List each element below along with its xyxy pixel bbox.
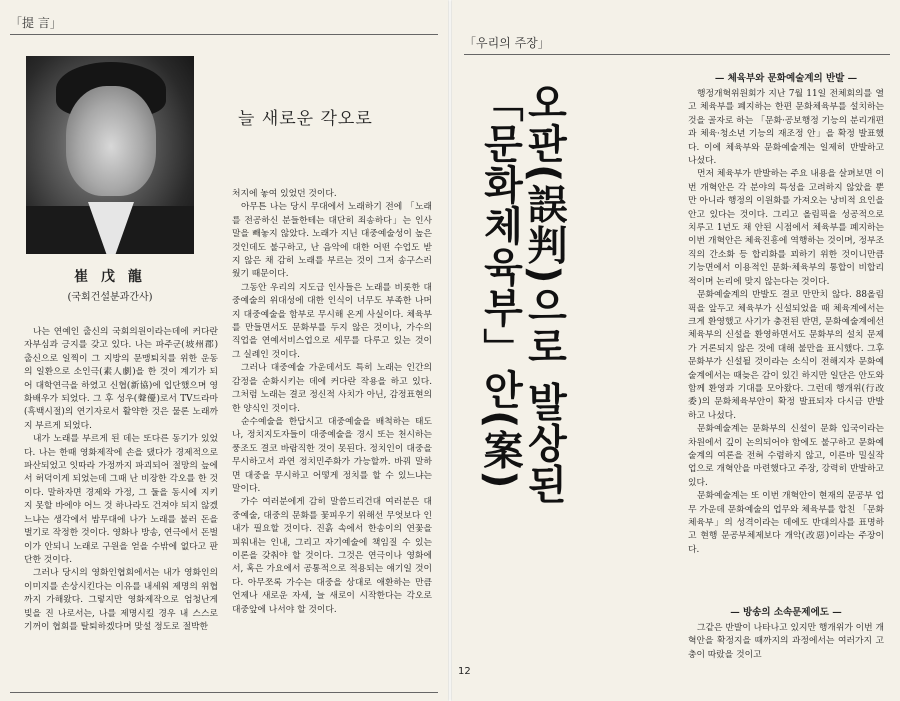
left-column-1: [24, 326, 218, 688]
paragraph: 문화예술계의 반발도 결코 만만치 않다. 88올림픽을 앞두고 체육부가 신설되었을 때 체육계에서는 크게 환영했고 사기가 충전된 반면, 문화예술계에선 체육부의 신설을 환영하면서도 문화부의 설치 문제가 거론되지 않은 것에 대해 불만을 표시했다. 그후 문화부가 신설될 것이라는 소식이 전해지자 문화예술계에서는 때늦은 감이 있긴 하지만 일단은 안도와 함께 환영과 기대를 모아왔다. 그런데 행개위(行改委)의 문화체육부안이 확정 발표되자 다시금 반발하고 나섰다.: [688, 290, 884, 421]
paragraph: 가수 여러분에게 감히 말씀드리건대 여러분은 대중예술, 대중의 문화를 꽃피우기 위해선 무엇보다 인내가 필요할 것이다. 진흙 속에서 한송이의 연꽃을 피워내는 인내, 그리고 자기예술에 책임질 수 있는 이론을 갖춰야 할 것이다. 그것은 연극이나 영화에서, 혹은 가요에서 공통적으로 적용되는 얘기일 것이다. 아무쪼록 가수는 대중을 상대로 애환하는 만큼 언제나 새로운 자세, 늘 새로이 시작한다는 각오로 대중앞에 나서야 할 것이다.: [232, 497, 432, 615]
paragraph: 그러나 당시의 영화인협회에서는 내가 영화인의 이미지를 손상시킨다는 이유를 내세워 제명의 위협까지 가해왔다. 그렇지만 영화제작으로 엄청난게 빚을 진 나로서는, 나를 제명시킬 경우 내 스스로 기꺼이 협회를 탈퇴하겠다며 맞설 정도로 절박한: [24, 568, 218, 632]
paragraph: 그동안 우리의 지도급 인사들은 노래를 비롯한 대중예술의 위대성에 대한 인식이 너무도 부족한 나머지 대중예술을 함부로 무시해 온게 사실이다. 체육부를 만들면서도 문화부를 두지 않은 것이나, 가수의 직업을 연예서비스업으로 세무를 다루고 있는 것이 그 실례인 것이다.: [232, 282, 432, 360]
vertical-title: [478, 82, 566, 642]
paragraph: 문화예술계는 문화부의 신설이 문화 입국이라는 차원에서 깊이 논의되어야 함에도 불구하고 문화예술계의 여론을 전혀 수렴하지 않고, 이른바 밀실작업으로 개혁안을 마련했다고 주장, 강력히 반발하고 있다.: [688, 424, 884, 488]
paragraph: 먼저 체육부가 반발하는 주요 내용을 살펴보면 이번 개혁안은 각 분야의 특성을 고려하지 않았을 뿐만 아니라 행정의 이원화를 가져오는 낭비적 요인을 안고 있다는 것이다. 그리고 올림픽을 성공적으로 치루고 1년도 채 안된 시점에서 체육부를 폐지하는 이번 개혁안은 체육진흥에 역행하는 것이며, 정부조직의 간소화 등 합리화를 꾀하기 위한 것이니만큼 기능면에서 이용적인 문화·체육부의 통합이 비합리적이며 논리에 맞지 않는다는 것이다.: [688, 169, 884, 287]
right-page: [452, 0, 900, 701]
left-column-2: [232, 188, 432, 688]
author-title: (국회건설분과간사): [67, 292, 153, 303]
bottom-rule: [10, 692, 438, 693]
paragraph: 처지에 놓여 있었던 것이다.: [232, 189, 337, 199]
paragraph: 내가 노래를 부르게 된 데는 또다른 동기가 있었다. 나는 한때 영화제작에 손을 댔다가 경제적으로 파산되었고 잇따라 가정까지 파괴되어 절망의 늪에서 허덕이게 되었는데 그때 난 비장한 각오를 한 것이다. 말하자면 경제와 가정, 그 둘을 동시에 지키지 못할 바에야 어느 것 하나라도 건져야 되지 않겠느냐는 생각에서 밤무대에 나가 노래를 불러 돈을 벌기로 작정한 것이다. 영화나 방송, 연극에서 돈벌이가 안되니 노래로 구원을 얻을 수밖에 없다고 판단한 것이다.: [24, 434, 218, 565]
section-tag: 「提 言」: [10, 16, 62, 30]
photo-face: [66, 86, 156, 196]
article-headline: 늘 새로운 각오로: [238, 109, 373, 129]
right-column-1: [688, 88, 884, 606]
paragraph: 문화예술계는 또 이번 개혁안이 현재의 문공부 업무 가운데 문화예술의 업무와 체육부를 합친 「문화체육부」의 성격이라는 데에도 반대의사를 표명하고 현행 문공부체제보다 개악(改惡)이라는 주장이다.: [688, 491, 884, 555]
subheading: — 체육부와 문화예술계의 반발 —: [714, 73, 858, 84]
author-photo: [26, 56, 194, 254]
paragraph: 행정개혁위원회가 지난 7월 11일 전체회의를 열고 체육부를 폐지하는 한편 문화체육부를 설치하는 것을 골자로 하는 「문화·공보행정 기능의 분리개편과 체육·청소년 기능의 재조정 안」을 확정 발표했다. 이에 체육부와 문화예술계는 일제히 반발하고 나섰다.: [688, 89, 884, 167]
page-number: 12: [458, 666, 471, 677]
vertical-title-line-1: 오판(誤判)으로 발상된: [521, 82, 567, 505]
vertical-title-line-2: 「문화체육부」안(案): [477, 82, 523, 490]
paragraph: 순수예술을 한답시고 대중예술을 배척하는 태도나, 정치지도자들이 대중예술을 경시 또는 천시하는 풍조도 결코 바람직한 것이 못된다. 정치인이 대중을 무시하고서 과연 정치민주화가 가능할까. 바꿔 말하면 대중을 무시하고 어떻게 정치를 할 수 있느냐는 말이다.: [232, 416, 432, 494]
section-tag: 「우리의 주장」: [464, 36, 550, 50]
top-rule: [10, 34, 438, 35]
paragraph: 나는 연예인 출신의 국회의원이라는데에 커다란 자부심과 긍지를 갖고 있다. 나는 파주군(坡州郡)출신으로 일찍이 그 지방의 문맹퇴치를 위한 운동의 일환으로 소인극(素人劇)을 한 것이 계기가 되어 대학연극을 하였고 신협(新協)에 입단했으며 영화배우가 되었다. 그 후 성우(聲優)로서 TV드라마(흑백시절)의 연기자로서 활약한 것은 물론 노래까지 부르게 되었다.: [24, 327, 218, 431]
right-column-2: [688, 622, 884, 688]
paragraph: 그같은 반발이 나타나고 있지만 행개위가 이번 개혁안을 확정지을 때까지의 과정에서는 여러가지 고충이 따랐을 것이고: [688, 623, 884, 660]
paragraph: 아무튼 나는 당시 무대에서 노래하기 전에 「노래를 전공하신 분들한테는 대단히 죄송하다」는 인사말을 빼놓지 않았다. 노래가 지닌 대중예술성이 높은 것인데도 불구하고, 난 음악에 대한 어떤 수업도 받지 않은 채 감히 노래를 부르는 것이 그저 송구스러웠기 때문이다.: [232, 202, 432, 280]
left-page: [0, 0, 448, 701]
author-name: 崔 戊 龍: [74, 269, 146, 285]
paragraph: 그러나 대중예술 가운데서도 특히 노래는 인간의 감정을 순화시키는 데에 커다란 작용을 하고 있다. 그처럼 노래는 결코 정신적 사치가 아닌, 감정표현의 한 양식인 것이다.: [232, 363, 432, 414]
top-rule: [464, 54, 890, 55]
subheading: — 방송의 소속문제에도 —: [730, 607, 842, 618]
